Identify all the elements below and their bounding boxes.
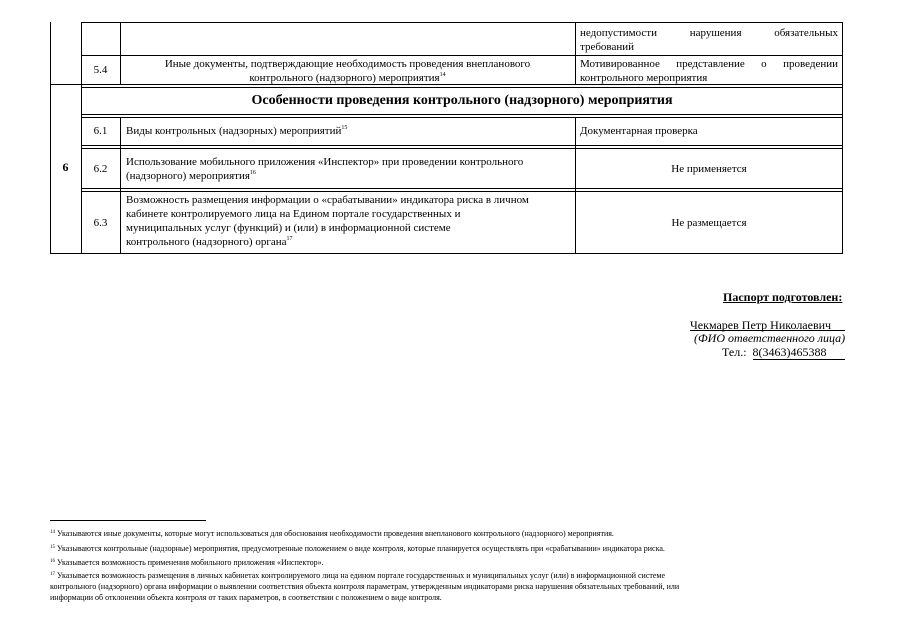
cell-text: Возможность размещения информации о «срабатывании» индикатора риска в личном	[126, 194, 529, 206]
phone-line	[722, 345, 845, 360]
cell-text: Виды контрольных (надзорных) мероприятий	[126, 125, 342, 137]
table-border	[50, 253, 843, 254]
cell-text: Иные документы, подтверждающие необходимость проведения внепланового	[164, 58, 531, 70]
table-cell-name	[126, 124, 571, 138]
table-cell-value	[580, 57, 838, 85]
table-border	[81, 114, 843, 115]
table-cell-value: Документарная проверка	[580, 125, 698, 137]
phone-number: 8(3463)465388	[753, 346, 845, 360]
table-border	[120, 117, 121, 254]
row-number: 5.4	[93, 64, 108, 76]
table-border	[575, 22, 576, 85]
footnote-text: контрольного (надзорного) органа информации о выявлении соответствия объекта контроля параметрам, утвержденным индикаторами риска нарушения обязательных требований, или	[50, 582, 680, 591]
section-number: 6	[62, 160, 69, 174]
cell-text: Использование мобильного приложения «Инспектор» при проведении контрольного	[126, 156, 524, 168]
cell-text: кабинете контролируемого лица на Едином портале государственных и	[126, 208, 461, 220]
footnote	[50, 543, 850, 554]
table-border	[81, 87, 843, 88]
row-number: 6.1	[93, 125, 108, 137]
table-cell-value: Не размещается	[671, 217, 747, 229]
cell-text: контрольного (надзорного) органа	[126, 236, 287, 248]
footnote-text: Указываются иные документы, которые могут использоваться для обоснования необходимости проведения внепланового контрольного (надзорного) мероприятия.	[57, 529, 614, 538]
table-border	[575, 117, 576, 254]
cell-text: требований	[580, 41, 635, 53]
responsible-name: Чекмарев Петр Николаевич	[690, 318, 832, 332]
table-border	[842, 22, 843, 254]
prepared-heading: Паспорт подготовлен:	[723, 290, 843, 304]
table-border	[81, 148, 843, 149]
footnote-ref[interactable]: 17	[286, 236, 293, 242]
table-border	[50, 22, 51, 254]
footnote-text: Указывается возможность применения мобильного приложения «Инспектор».	[57, 558, 324, 567]
table-border	[81, 117, 843, 118]
footnote-text: Указываются контрольные (надзорные) мероприятия, предусмотренные положением о виде контроля, которые планируется осуществлять при «срабатывании» индикатора риска.	[57, 544, 665, 553]
cell-text: недопустимости нарушения обязательных	[580, 27, 838, 39]
footnote-text: Указывается возможность размещения в личных кабинетах контролируемого лица на едином портале государственных и муниципальных услуг (или) в информационной системе	[57, 571, 666, 580]
table-border	[81, 191, 843, 192]
row-number: 6.2	[93, 163, 108, 175]
cell-text: контрольного (надзорного) мероприятия	[249, 72, 440, 84]
table-cell-name	[126, 155, 571, 183]
phone-label: Тел.:	[722, 345, 747, 359]
cell-text: Мотивированное представление о проведении	[580, 58, 838, 70]
footnote-ref[interactable]: 16	[249, 170, 256, 176]
table-cell-value	[580, 26, 838, 54]
footnote-number: 16	[50, 559, 55, 564]
footnote	[50, 557, 850, 568]
footnote-number: 14	[50, 530, 55, 535]
responsible-role: (ФИО ответственного лица)	[694, 331, 846, 345]
footnote-number: 17	[50, 572, 55, 577]
table-cell-name	[124, 57, 571, 85]
footnote	[50, 570, 850, 603]
footnote-separator	[50, 520, 206, 521]
table-border	[81, 55, 843, 56]
footnote-ref[interactable]: 15	[341, 125, 348, 131]
table-cell-name	[126, 193, 571, 249]
footnote-ref[interactable]: 14	[439, 72, 446, 78]
row-number: 6.3	[93, 217, 108, 229]
footnote	[50, 528, 850, 539]
footnote-number: 15	[50, 545, 55, 550]
table-border	[81, 145, 843, 146]
cell-text: (надзорного) мероприятия	[126, 170, 250, 182]
cell-text: муниципальных услуг (функций) и (или) в информационной системе	[126, 222, 451, 234]
section-heading: Особенности проведения контрольного (надзорного) мероприятия	[251, 93, 673, 108]
cell-text: контрольного мероприятия	[580, 72, 708, 84]
table-border	[81, 188, 843, 189]
table-border	[81, 22, 843, 23]
footnote-text: информации об отклонении объекта контроля от таких параметров, в соответствии с положением о виде контроля.	[50, 593, 442, 602]
table-cell-value: Не применяется	[671, 163, 747, 175]
table-border	[120, 22, 121, 85]
